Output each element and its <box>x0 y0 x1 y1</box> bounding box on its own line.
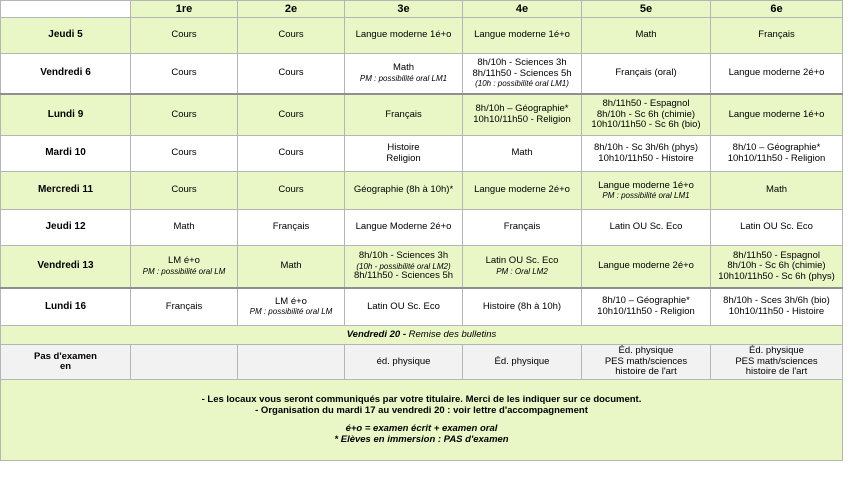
schedule-row <box>1 54 843 94</box>
exam-line: Cours <box>171 147 197 159</box>
header-col-1: 1re <box>131 1 238 18</box>
schedule-row <box>1 246 843 288</box>
exam-line: Latin OU Sc. Eco <box>367 300 440 312</box>
pas-examen-cell <box>238 345 345 380</box>
day-cell: Lundi 9 <box>1 94 131 136</box>
exam-line: Cours <box>171 184 197 196</box>
exam-line: PM : possibilité oral LM1 <box>359 73 448 83</box>
exam-line: Cours <box>278 29 304 41</box>
exam-line: Math <box>765 184 788 196</box>
header-col-2: 2e <box>238 1 345 18</box>
exam-cell <box>131 288 238 326</box>
exam-cell <box>345 54 463 94</box>
exam-cell <box>463 210 582 246</box>
pas-examen-cell <box>711 345 843 380</box>
exam-line: (10h : possibilité oral LM1) <box>475 79 569 88</box>
exam-line: Cours <box>278 184 304 196</box>
pas-examen-label-line: en <box>59 361 72 372</box>
day-cell: Vendredi 6 <box>1 54 131 94</box>
exam-line: Français <box>272 221 310 233</box>
exam-cell <box>345 288 463 326</box>
exam-line: 8h/10h - Sces 3h/6h (bio) <box>723 295 830 307</box>
exam-line: 8h/11h50 - Espagnol <box>733 249 820 261</box>
exam-line: Math <box>635 29 657 41</box>
vendredi-20-cell <box>1 326 843 345</box>
exam-cell <box>463 136 582 172</box>
exam-cell <box>131 210 238 246</box>
exam-line: 8h/10h - Sc 3h/6h (phys) <box>593 142 699 153</box>
exam-cell <box>711 172 843 210</box>
exam-line: Langue moderne 2é+o <box>598 260 694 271</box>
exam-line: LM é+o <box>168 255 200 267</box>
notes-cell <box>1 380 843 461</box>
header-col-4: 4e <box>463 1 582 18</box>
exam-cell <box>238 246 345 288</box>
exam-cell <box>238 94 345 136</box>
exam-cell <box>463 288 582 326</box>
day-cell: Vendredi 13 <box>1 246 131 288</box>
exam-cell <box>131 94 238 136</box>
vendredi-20-sep: - <box>400 328 409 340</box>
exam-cell <box>463 172 582 210</box>
schedule-row <box>1 172 843 210</box>
exam-line: Religion <box>386 152 421 164</box>
exam-line: 8h/10 – Géographie* <box>732 142 821 153</box>
exam-line: Langue moderne 2é+o <box>728 67 825 78</box>
exam-line: 10h10/11h50 - Histoire <box>598 152 694 164</box>
exam-cell <box>711 288 843 326</box>
exam-cell <box>345 94 463 136</box>
pas-examen-line: éd. physique <box>376 355 431 367</box>
pas-examen-label <box>1 345 131 380</box>
exam-cell <box>238 136 345 172</box>
exam-cell <box>582 94 711 136</box>
day-cell: Lundi 16 <box>1 288 131 326</box>
header-col-3: 3e <box>345 1 463 18</box>
exam-line: 10h10/11h50 - Religion <box>727 152 826 164</box>
exam-line: Math <box>280 260 302 271</box>
exam-cell <box>711 246 843 288</box>
exam-cell <box>131 172 238 210</box>
exam-line: Cours <box>171 67 197 78</box>
exam-line: 8h/10h - Sc 6h (chimie) <box>596 108 696 120</box>
schedule-row <box>1 136 843 172</box>
exam-cell <box>711 54 843 94</box>
note-organisation: - Organisation du mardi 17 au vendredi 20 : voir lettre d'accompagnement <box>255 404 588 416</box>
note-legend: é+o = examen écrit + examen oral <box>345 423 498 434</box>
exam-line: PM : possibilité oral LM1 <box>602 191 690 200</box>
exam-line: 10h10/11h50 - Religion <box>597 305 695 317</box>
exam-line: Cours <box>171 108 197 120</box>
exam-cell <box>238 18 345 54</box>
day-cell: Jeudi 12 <box>1 210 131 246</box>
exam-cell <box>711 94 843 136</box>
exam-cell <box>711 136 843 172</box>
pas-examen-line: PES math/sciences <box>735 355 818 367</box>
note-immersion: * Elèves en immersion : PAS d'examen <box>334 433 509 445</box>
exam-line: 10h10/11h50 - Histoire <box>728 305 825 317</box>
schedule-row <box>1 18 843 54</box>
pas-examen-cell <box>131 345 238 380</box>
exam-line: Français <box>503 221 541 233</box>
exam-line: Langue moderne 2é+o <box>474 184 570 196</box>
exam-line: LM é+o <box>275 295 307 307</box>
exam-cell <box>582 210 711 246</box>
exam-line: Cours <box>278 67 304 78</box>
exam-line: Langue moderne 1é+o <box>474 29 570 41</box>
exam-cell <box>463 246 582 288</box>
exam-cell <box>131 18 238 54</box>
exam-cell <box>582 136 711 172</box>
exam-line: Langue Moderne 2é+o <box>355 221 452 233</box>
exam-line: 10h10/11h50 - Sc 6h (bio) <box>591 119 701 130</box>
pas-examen-line: histoire de l'art <box>615 366 677 378</box>
day-cell: Mardi 10 <box>1 136 131 172</box>
exam-line: 8h/10h - Sciences 3h <box>477 57 567 68</box>
exam-cell <box>345 172 463 210</box>
exam-line: Latin OU Sc. Eco <box>485 255 559 267</box>
exam-line: Langue moderne 1é+o <box>598 179 694 191</box>
exam-cell <box>582 246 711 288</box>
exam-line: Langue moderne 1é+o <box>728 108 825 120</box>
vendredi-20-row <box>1 326 843 345</box>
exam-cell <box>238 288 345 326</box>
pas-examen-cell <box>582 345 711 380</box>
exam-line: Cours <box>171 29 197 41</box>
exam-line: 10h10/11h50 - Sc 6h (phys) <box>718 270 835 282</box>
exam-cell <box>463 54 582 94</box>
exam-line: 8h/11h50 - Sciences 5h <box>472 67 572 79</box>
vendredi-20-remise: Remise des bulletins <box>408 328 497 340</box>
pas-examen-cell <box>345 345 463 380</box>
exam-cell <box>711 18 843 54</box>
header-corner <box>1 1 131 18</box>
exam-line: Français (oral) <box>615 67 677 78</box>
exam-line: 8h/10h – Géographie* <box>475 103 569 115</box>
exam-line: 8h/10 – Géographie* <box>602 295 690 307</box>
exam-line: Cours <box>278 147 304 159</box>
exam-line: Math <box>392 62 415 74</box>
exam-line: Math <box>511 147 533 159</box>
schedule-row <box>1 288 843 326</box>
pas-examen-line: histoire de l'art <box>745 366 808 378</box>
day-cell: Jeudi 5 <box>1 18 131 54</box>
exam-cell <box>711 210 843 246</box>
pas-examen-cell <box>463 345 582 380</box>
schedule-body <box>1 1 843 461</box>
notes-row <box>1 380 843 461</box>
schedule-row <box>1 210 843 246</box>
exam-line: PM : possibilité oral LM <box>142 266 226 276</box>
exam-cell <box>345 136 463 172</box>
exam-line: Latin OU Sc. Eco <box>740 221 813 233</box>
exam-line: Géographie (8h à 10h)* <box>353 184 454 196</box>
exam-cell <box>345 210 463 246</box>
pas-examen-line: Éd. physique <box>494 355 550 367</box>
exam-line: 8h/10h - Sc 6h (chimie) <box>727 260 826 271</box>
pas-examen-line: Éd. physique <box>618 345 674 357</box>
exam-line: PM : Oral LM2 <box>496 266 548 276</box>
exam-cell <box>582 54 711 94</box>
exam-cell <box>463 18 582 54</box>
pas-examen-line: Éd. physique <box>749 345 804 357</box>
exam-cell <box>582 172 711 210</box>
header-col-6: 6e <box>711 1 843 18</box>
exam-cell <box>238 172 345 210</box>
exam-line: Cours <box>278 108 304 120</box>
exam-line: Histoire (8h à 10h) <box>482 300 562 312</box>
exam-cell <box>582 18 711 54</box>
vendredi-20-day: Vendredi 20 <box>346 328 401 340</box>
exam-cell <box>238 210 345 246</box>
exam-line: (10h - possibilité oral LM2) <box>356 261 451 271</box>
exam-cell <box>131 54 238 94</box>
exam-line: Français <box>165 300 203 312</box>
exam-cell <box>238 54 345 94</box>
exam-cell <box>345 246 463 288</box>
exam-line: Français <box>385 108 422 120</box>
exam-line: 8h/11h50 - Sciences 5h <box>353 270 454 281</box>
exam-line: Math <box>173 221 195 233</box>
exam-line: 8h/10h - Sciences 3h <box>358 250 449 261</box>
exam-line: 10h10/11h50 - Religion <box>473 113 571 125</box>
exam-line: Latin OU Sc. Eco <box>609 221 683 233</box>
exam-line: Langue moderne 1é+o <box>355 29 452 41</box>
exam-line: PM : possibilité oral LM <box>249 307 333 317</box>
header-col-5: 5e <box>582 1 711 18</box>
exam-line: Français <box>758 29 795 41</box>
exam-cell <box>582 288 711 326</box>
schedule-row <box>1 94 843 136</box>
pas-examen-row <box>1 345 843 380</box>
header-row <box>1 1 843 18</box>
day-cell: Mercredi 11 <box>1 172 131 210</box>
exam-cell <box>131 246 238 288</box>
note-locaux: - Les locaux vous seront communiqués par votre titulaire. Merci de les indiquer sur ce document. <box>201 394 642 405</box>
exam-cell <box>131 136 238 172</box>
exam-cell <box>345 18 463 54</box>
exam-line: Histoire <box>387 142 420 153</box>
pas-examen-line: PES math/sciences <box>604 355 688 367</box>
pas-examen-label-line: Pas d'examen <box>34 350 97 362</box>
exam-line: 8h/11h50 - Espagnol <box>602 98 690 109</box>
exam-cell <box>463 94 582 136</box>
